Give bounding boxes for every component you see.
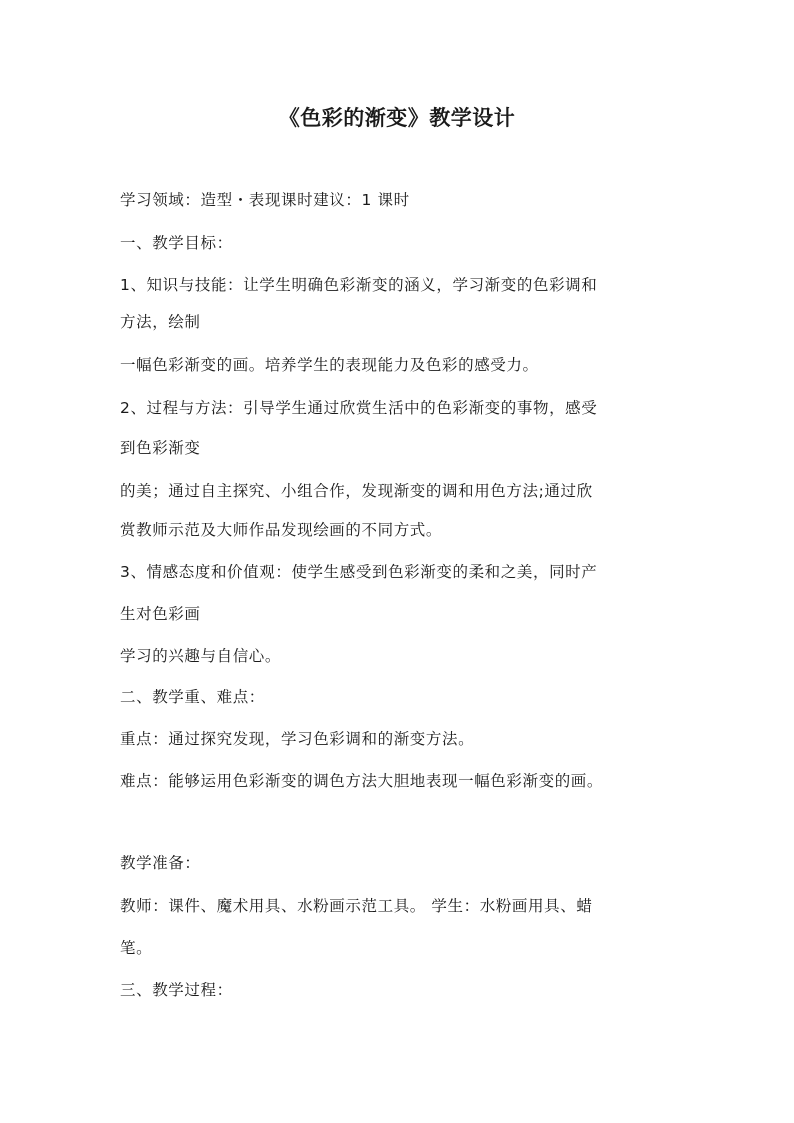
text-line: 赏教师示范及大师作品发现绘画的不同方式。 [120, 521, 443, 539]
text-line: 2、过程与方法：引导学生通过欣赏生活中的色彩渐变的事物，感受 [120, 399, 598, 417]
heading-teaching-preparation: 教学准备： [120, 854, 201, 872]
text-line: 1、知识与技能：让学生明确色彩渐变的涵义，学习渐变的色彩调和 [120, 276, 598, 294]
text-line: 3、情感态度和价值观：使学生感受到色彩渐变的柔和之美，同时产 [120, 563, 598, 581]
text-line: 学习的兴趣与自信心。 [120, 647, 282, 665]
text-line: 方法，绘制 [120, 313, 201, 331]
text-line: 笔。 [120, 939, 153, 957]
text-line-key-point: 重点：通过探究发现，学习色彩调和的渐变方法。 [120, 730, 475, 748]
text-line: 的美；通过自主探究、小组合作，发现渐变的调和用色方法;通过欣 [120, 482, 593, 500]
text-line: 教师：课件、魔术用具、水粉画示范工具。 学生：水粉画用具、蜡 [120, 897, 593, 915]
heading-key-difficult-points: 二、教学重、难点： [120, 688, 265, 706]
text-line-study-area: 学习领域：造型・表现课时建议：1 课时 [120, 191, 410, 209]
heading-teaching-goals: 一、教学目标： [120, 234, 233, 252]
text-line: 一幅色彩渐变的画。培养学生的表现能力及色彩的感受力。 [120, 356, 539, 374]
text-line-difficult-point: 难点：能够运用色彩渐变的调色方法大胆地表现一幅色彩渐变的画。 [120, 772, 604, 790]
heading-teaching-process: 三、教学过程： [120, 981, 233, 999]
text-line: 到色彩渐变 [120, 439, 201, 457]
text-line: 生对色彩画 [120, 605, 201, 623]
document-title: 《色彩的渐变》教学设计 [278, 106, 516, 130]
